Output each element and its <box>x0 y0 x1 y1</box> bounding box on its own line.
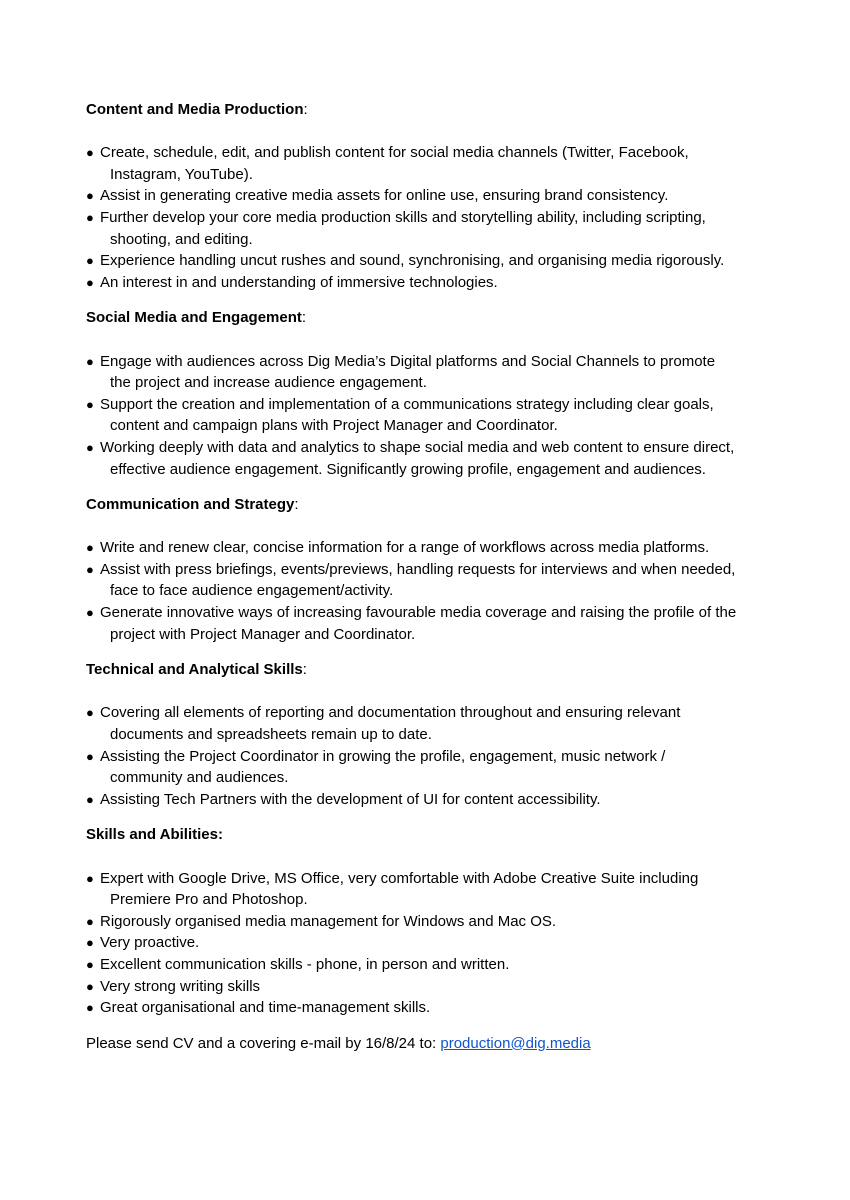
list-item-text <box>100 207 786 250</box>
section-heading-text: Skills and Abilities: <box>86 826 223 844</box>
list-item-continuation: effective audience engagement. Significantly growing profile, engagement and audiences. <box>110 460 706 478</box>
list-item-text <box>100 997 786 1019</box>
list-item <box>86 351 786 394</box>
list-item <box>86 932 786 954</box>
list-item-text <box>100 954 786 976</box>
list-item-line: Very strong writing skills <box>100 977 261 995</box>
section-heading <box>86 494 786 516</box>
bullet-icon: ● <box>86 705 94 721</box>
list-item-text <box>100 602 786 645</box>
bullet-icon: ● <box>86 791 94 807</box>
section <box>86 659 786 810</box>
bullet-list <box>86 142 786 293</box>
list-item <box>86 207 786 250</box>
list-item-text <box>100 142 786 185</box>
section-heading <box>86 307 786 329</box>
list-item-text <box>100 185 786 207</box>
list-item-text <box>100 976 786 998</box>
list-item-continuation: community and audiences. <box>110 769 289 787</box>
list-item-continuation: documents and spreadsheets remain up to date. <box>110 726 432 744</box>
list-item-text <box>100 746 786 789</box>
list-item-line: Engage with audiences across Dig Media’s Digital platforms and Social Channels to promote <box>100 352 716 370</box>
bullet-icon: ● <box>86 540 94 556</box>
bullet-icon: ● <box>86 209 94 225</box>
bullet-list <box>86 868 786 1019</box>
list-item <box>86 976 786 998</box>
bullet-icon: ● <box>86 274 94 290</box>
list-item-text <box>100 250 786 272</box>
list-item <box>86 559 786 602</box>
list-item-text <box>100 789 786 811</box>
list-item-line: Create, schedule, edit, and publish content for social media channels (Twitter, Facebook, <box>100 144 689 162</box>
list-item-continuation: project with Project Manager and Coordinator. <box>110 625 416 643</box>
section-heading-text: Content and Media Production <box>86 101 304 118</box>
list-item-line: Working deeply with data and analytics to shape social media and web content to ensure direct, <box>100 438 735 456</box>
list-item <box>86 746 786 789</box>
bullet-icon: ● <box>86 978 94 994</box>
list-item-line: Assist in generating creative media assets for online use, ensuring brand consistency. <box>100 187 669 205</box>
footer-text: Please send CV and a covering e-mail by 16/8/24 to: <box>86 1034 441 1052</box>
section-heading <box>86 99 786 121</box>
section <box>86 307 786 480</box>
section-heading-suffix: : <box>302 661 307 679</box>
section-heading <box>86 659 786 681</box>
document-page <box>86 99 786 1054</box>
section-heading <box>86 824 786 846</box>
list-item-text <box>100 272 786 294</box>
list-item <box>86 394 786 437</box>
list-item-continuation: Premiere Pro and Photoshop. <box>110 891 308 909</box>
bullet-icon: ● <box>86 748 94 764</box>
list-item-line: Covering all elements of reporting and documentation throughout and ensuring relevant <box>100 704 681 722</box>
section-heading-text: Social Media and Engagement <box>86 309 302 327</box>
list-item <box>86 954 786 976</box>
list-item-line: Rigorously organised media management for Windows and Mac OS. <box>100 912 557 930</box>
list-item-text <box>100 394 786 437</box>
list-item-line: An interest in and understanding of immersive technologies. <box>100 273 498 291</box>
list-item <box>86 250 786 272</box>
list-item-line: Further develop your core media production skills and storytelling ability, including scripting, <box>100 208 706 226</box>
bullet-icon: ● <box>86 913 94 929</box>
bullet-icon: ● <box>86 561 94 577</box>
section <box>86 824 786 1018</box>
email-link[interactable]: production@dig.media <box>440 1034 591 1052</box>
bullet-icon: ● <box>86 145 94 161</box>
list-item <box>86 272 786 294</box>
bullet-icon: ● <box>86 253 94 269</box>
list-item <box>86 185 786 207</box>
list-item-line: Expert with Google Drive, MS Office, very comfortable with Adobe Creative Suite including <box>100 869 699 887</box>
bullet-list <box>86 351 786 481</box>
bullet-icon: ● <box>86 935 94 951</box>
list-item-text <box>100 868 786 911</box>
section-heading-text: Communication and Strategy <box>86 496 295 514</box>
section-heading-suffix: : <box>303 101 308 118</box>
list-item <box>86 911 786 933</box>
list-item-line: Great organisational and time-management skills. <box>100 999 431 1017</box>
list-item-line: Support the creation and implementation of a communications strategy including clear goals, <box>100 395 714 413</box>
list-item <box>86 702 786 745</box>
bullet-icon: ● <box>86 1000 94 1016</box>
list-item-line: Excellent communication skills - phone, in person and written. <box>100 955 510 973</box>
bullet-icon: ● <box>86 605 94 621</box>
list-item-text <box>100 351 786 394</box>
list-item <box>86 602 786 645</box>
section-heading-suffix: : <box>301 309 307 327</box>
list-item-text <box>100 537 786 559</box>
list-item-continuation: Instagram, YouTube). <box>110 165 253 183</box>
section <box>86 494 786 645</box>
bullet-icon: ● <box>86 188 94 204</box>
footer-note <box>86 1033 786 1055</box>
list-item-text <box>100 559 786 602</box>
list-item <box>86 997 786 1019</box>
list-item-continuation: face to face audience engagement/activity. <box>110 582 394 600</box>
list-item-line: Write and renew clear, concise information for a range of workflows across media platforms. <box>100 539 710 557</box>
bullet-icon: ● <box>86 439 94 455</box>
list-item-line: Assist with press briefings, events/previews, handling requests for interviews and when needed, <box>100 560 736 578</box>
list-item-line: Generate innovative ways of increasing favourable media coverage and raising the profile of the <box>100 604 737 622</box>
bullet-icon: ● <box>86 396 94 412</box>
list-item <box>86 789 786 811</box>
bullet-list <box>86 702 786 810</box>
list-item-text <box>100 911 786 933</box>
list-item-line: Experience handling uncut rushes and sound, synchronising, and organising media rigorously. <box>100 252 725 270</box>
list-item-text <box>100 932 786 954</box>
list-item-text <box>100 437 786 480</box>
section-heading-suffix: : <box>294 496 299 514</box>
bullet-icon: ● <box>86 956 94 972</box>
list-item <box>86 537 786 559</box>
list-item-continuation: the project and increase audience engagement. <box>110 374 427 392</box>
section <box>86 99 786 293</box>
bullet-list <box>86 537 786 645</box>
list-item-continuation: shooting, and editing. <box>110 230 253 248</box>
list-item <box>86 868 786 911</box>
list-item <box>86 142 786 185</box>
list-item-continuation: content and campaign plans with Project Manager and Coordinator. <box>110 417 558 435</box>
list-item-line: Assisting Tech Partners with the development of UI for content accessibility. <box>100 790 601 808</box>
list-item-line: Very proactive. <box>100 934 200 952</box>
list-item <box>86 437 786 480</box>
bullet-icon: ● <box>86 870 94 886</box>
bullet-icon: ● <box>86 353 94 369</box>
list-item-text <box>100 702 786 745</box>
section-heading-text: Technical and Analytical Skills <box>86 661 303 679</box>
list-item-line: Assisting the Project Coordinator in growing the profile, engagement, music network / <box>100 747 666 765</box>
